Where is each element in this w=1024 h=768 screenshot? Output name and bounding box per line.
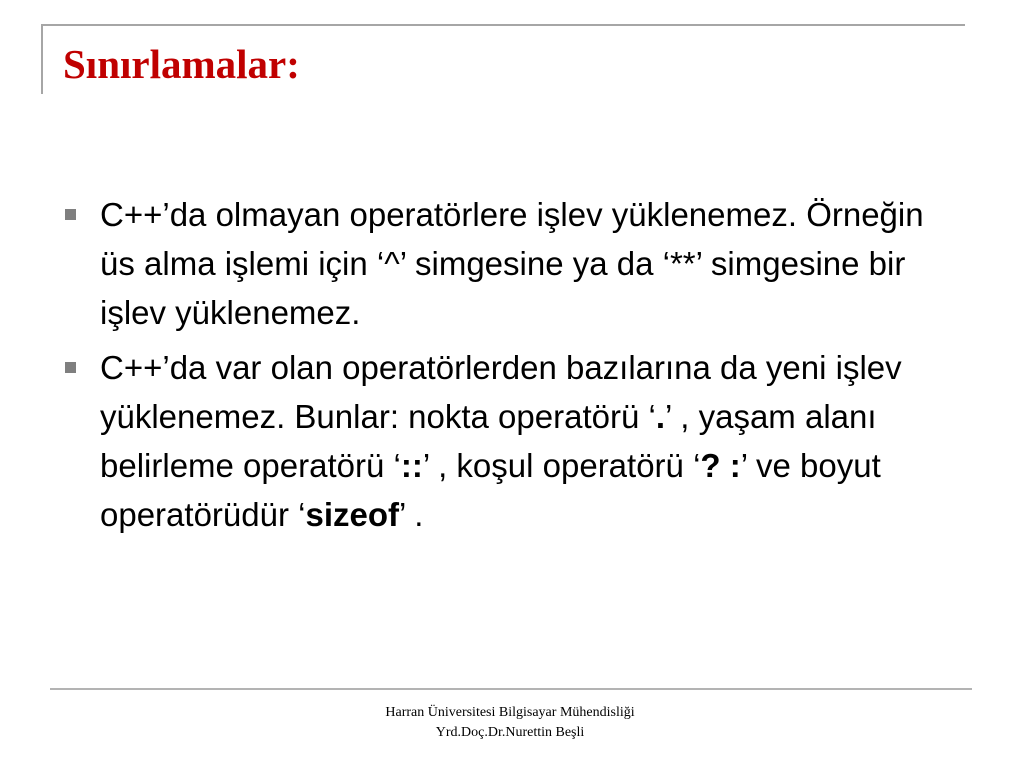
sizeof-operator: sizeof (305, 496, 399, 533)
bullet-text-2 (100, 349, 902, 533)
bottom-rule (50, 688, 972, 690)
footer (260, 703, 760, 743)
footer-author: Yrd.Doç.Dr.Nurettin Beşli (435, 725, 585, 740)
square-bullet-icon (65, 209, 76, 220)
bullet-item-1 (60, 190, 960, 337)
bullet-item-2 (60, 343, 960, 539)
scope-operator: :: (400, 447, 423, 484)
footer-institution: Harran Üniversitesi Bilgisayar Mühendisliği (385, 705, 635, 720)
left-rule (41, 24, 43, 94)
dot-operator: . (655, 398, 665, 435)
square-bullet-icon (65, 362, 76, 373)
text-segment: ’ . (399, 496, 424, 533)
top-rule (41, 24, 965, 26)
text-segment: C++’da var olan operatörlerden bazılarına da yeni işlev yüklenemez. Bunlar: nokta operatörü ‘ (100, 349, 902, 435)
slide-content (60, 190, 960, 545)
text-segment: ’ ve boyut operatörüdür ‘ (100, 447, 881, 533)
text-segment: ’ , koşul operatörü ‘ (422, 447, 701, 484)
text-segment: ’ , yaşam alanı belirleme operatörü ‘ (100, 398, 877, 484)
slide-title: Sınırlamalar: (63, 41, 300, 87)
bullet-text-1: C++’da olmayan operatörlere işlev yüklenemez. Örneğin üs alma işlemi için ‘^’ simgesine ya da ‘**’ simgesine bir işlev yüklenemez. (100, 196, 924, 331)
conditional-operator: ? : (700, 447, 741, 484)
